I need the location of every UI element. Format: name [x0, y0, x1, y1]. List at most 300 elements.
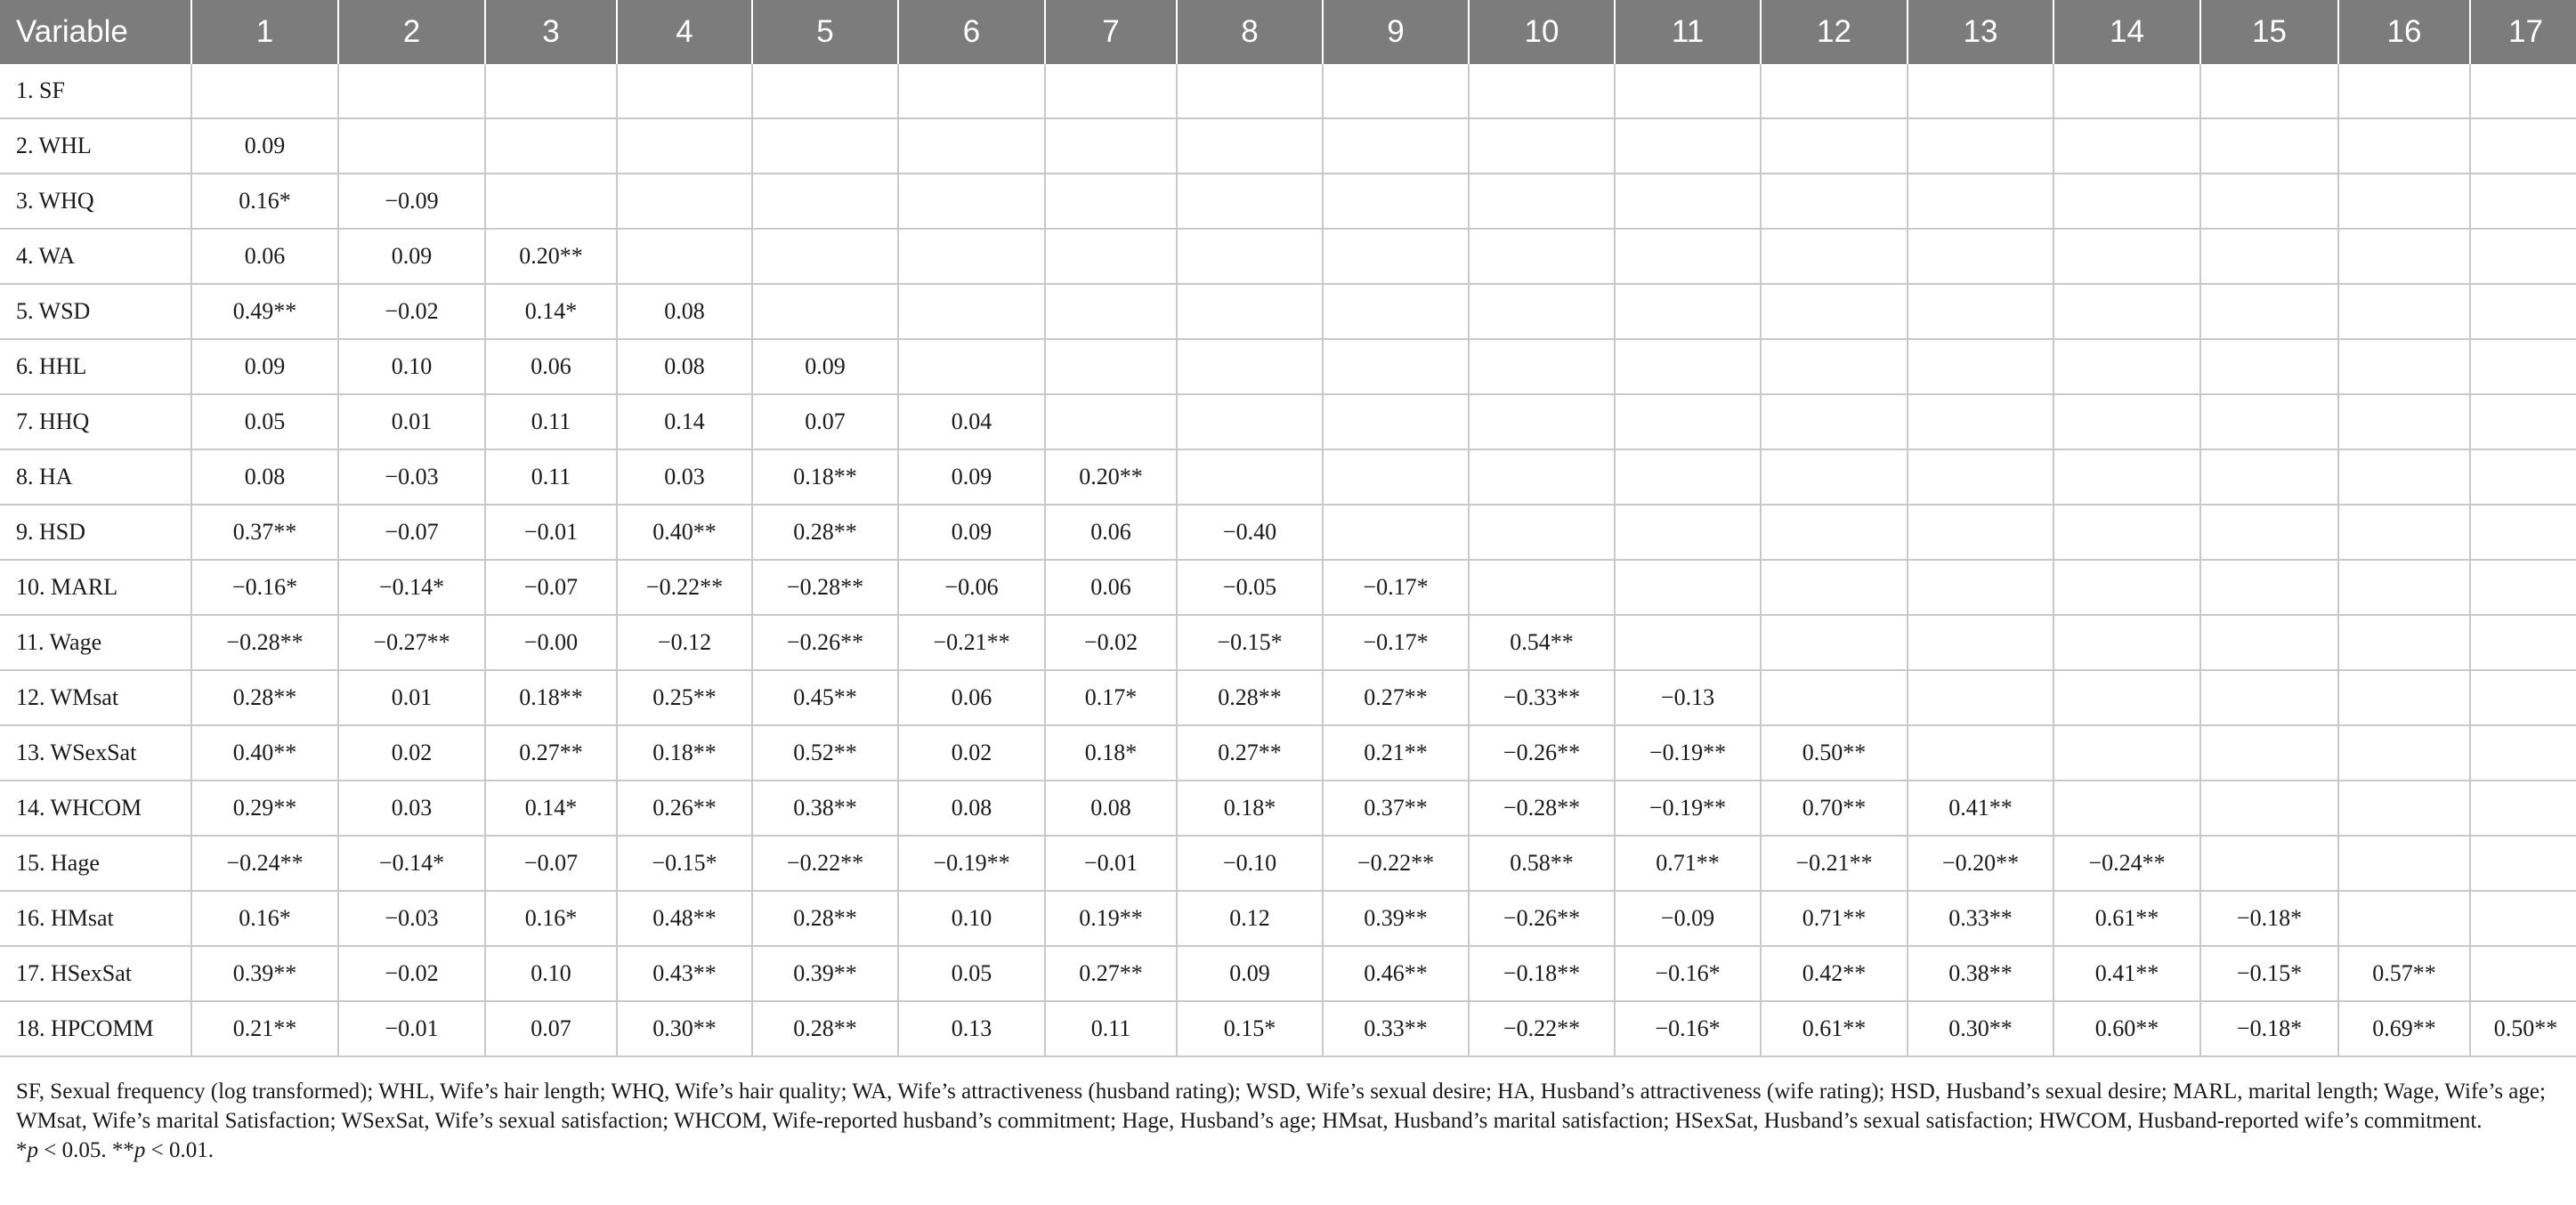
correlation-cell — [2338, 174, 2470, 229]
correlation-cell: 0.39** — [752, 946, 898, 1001]
correlation-cell — [1177, 229, 1323, 284]
correlation-cell — [2054, 118, 2200, 174]
correlation-cell — [2200, 836, 2338, 891]
header-col-10: 10 — [1469, 0, 1615, 64]
correlation-cell — [1045, 284, 1177, 339]
correlation-cell — [2054, 449, 2200, 505]
correlation-cell: 0.38** — [752, 780, 898, 836]
correlation-cell — [1323, 505, 1469, 560]
correlation-cell — [1615, 449, 1761, 505]
correlation-cell: 0.58** — [1469, 836, 1615, 891]
correlation-cell — [2200, 284, 2338, 339]
row-variable-label: 13. WSexSat — [0, 725, 191, 780]
correlation-cell — [2054, 615, 2200, 670]
correlation-cell: −0.33** — [1469, 670, 1615, 725]
table-row — [0, 670, 2576, 725]
correlation-cell: 0.12 — [1177, 891, 1323, 946]
correlation-cell — [485, 118, 617, 174]
correlation-cell — [898, 284, 1045, 339]
correlation-cell — [191, 64, 338, 118]
row-variable-label: 2. WHL — [0, 118, 191, 174]
header-col-2: 2 — [338, 0, 485, 64]
correlation-cell — [1323, 174, 1469, 229]
correlation-cell: 0.14 — [617, 394, 752, 449]
correlation-cell: 0.20** — [1045, 449, 1177, 505]
correlation-cell: 0.19** — [1045, 891, 1177, 946]
correlation-cell: 0.28** — [1177, 670, 1323, 725]
correlation-cell: 0.08 — [617, 339, 752, 394]
table-row — [0, 725, 2576, 780]
correlation-cell: 0.61** — [1761, 1001, 1908, 1056]
correlation-cell — [2054, 505, 2200, 560]
correlation-cell: −0.26** — [1469, 891, 1615, 946]
correlation-cell — [2338, 449, 2470, 505]
correlation-cell: −0.16* — [1615, 1001, 1761, 1056]
correlation-cell: 0.09 — [338, 229, 485, 284]
correlation-cell: −0.17* — [1323, 560, 1469, 615]
row-variable-label: 17. HSexSat — [0, 946, 191, 1001]
correlation-cell: 0.39** — [1323, 891, 1469, 946]
correlation-cell: 0.41** — [1908, 780, 2054, 836]
correlation-cell — [898, 64, 1045, 118]
correlation-cell — [1908, 505, 2054, 560]
correlation-cell: −0.21** — [1761, 836, 1908, 891]
correlation-cell: 0.18** — [752, 449, 898, 505]
correlation-cell: 0.28** — [752, 505, 898, 560]
header-col-8: 8 — [1177, 0, 1323, 64]
correlation-cell: −0.18** — [1469, 946, 1615, 1001]
correlation-cell: 0.18* — [1177, 780, 1323, 836]
header-col-13: 13 — [1908, 0, 2054, 64]
correlation-cell — [2200, 780, 2338, 836]
correlation-cell — [1761, 118, 1908, 174]
correlation-cell: −0.19** — [898, 836, 1045, 891]
correlation-cell — [2338, 836, 2470, 891]
table-footnote: SF, Sexual frequency (log transformed); WHL, Wife’s hair length; WHQ, Wife’s hair quality; WA, Wife’s attractiveness (husband rating); WSD, Wife’s sexual desire; HA, Husband’s attractiveness (wife rating); HSD, Husband’s sexual desire; MARL, marital length; Wage, Wife’s age; WMsat, Wife’s marital Satisfaction; WSexSat, Wife’s sexual satisfaction; WHCOM, Wife-reported husband’s commitment; Hage, Husband’s age; HMsat, Husband’s marital satisfaction; HSexSat, Husband’s sexual satisfaction; HWCOM, Husband-reported wife’s commitment. — [16, 1080, 2546, 1133]
correlation-cell — [898, 174, 1045, 229]
correlation-cell: −0.05 — [1177, 560, 1323, 615]
correlation-cell: 0.46** — [1323, 946, 1469, 1001]
sig-star-double: ** — [111, 1138, 134, 1162]
correlation-cell — [1908, 339, 2054, 394]
correlation-cell: −0.01 — [485, 505, 617, 560]
correlation-cell — [1908, 394, 2054, 449]
correlation-cell — [898, 118, 1045, 174]
correlation-cell — [1045, 394, 1177, 449]
correlation-cell — [2338, 284, 2470, 339]
correlation-cell — [2338, 615, 2470, 670]
correlation-cell: −0.07 — [485, 560, 617, 615]
correlation-cell — [2200, 615, 2338, 670]
correlation-cell — [1761, 560, 1908, 615]
correlation-cell — [1761, 64, 1908, 118]
correlation-cell: 0.27** — [485, 725, 617, 780]
correlation-cell — [1615, 284, 1761, 339]
header-col-6: 6 — [898, 0, 1045, 64]
correlation-cell — [1323, 394, 1469, 449]
sig-star-single: * — [16, 1138, 28, 1162]
correlation-cell — [1908, 118, 2054, 174]
correlation-cell: −0.07 — [485, 836, 617, 891]
correlation-cell — [2338, 891, 2470, 946]
header-col-15: 15 — [2200, 0, 2338, 64]
header-col-9: 9 — [1323, 0, 1469, 64]
correlation-cell: 0.14* — [485, 780, 617, 836]
correlation-cell — [2470, 118, 2576, 174]
correlation-cell: 0.10 — [338, 339, 485, 394]
correlation-cell — [2470, 836, 2576, 891]
correlation-cell: 0.69** — [2338, 1001, 2470, 1056]
correlation-cell — [1615, 64, 1761, 118]
correlation-cell: 0.71** — [1761, 891, 1908, 946]
correlation-cell — [1177, 64, 1323, 118]
correlation-cell — [752, 118, 898, 174]
correlation-cell — [1045, 64, 1177, 118]
correlation-cell — [617, 64, 752, 118]
correlation-cell — [2200, 394, 2338, 449]
correlation-cell — [617, 229, 752, 284]
correlation-cell — [1615, 505, 1761, 560]
correlation-cell — [2054, 560, 2200, 615]
table-row — [0, 64, 2576, 118]
table-row — [0, 284, 2576, 339]
correlation-cell: −0.19** — [1615, 725, 1761, 780]
correlation-cell — [1045, 339, 1177, 394]
correlation-cell: −0.02 — [1045, 615, 1177, 670]
correlation-cell: 0.02 — [898, 725, 1045, 780]
correlation-cell — [1323, 64, 1469, 118]
correlation-cell: −0.22** — [617, 560, 752, 615]
row-variable-label: 3. WHQ — [0, 174, 191, 229]
correlation-cell: 0.09 — [1177, 946, 1323, 1001]
correlation-cell — [2470, 394, 2576, 449]
header-col-12: 12 — [1761, 0, 1908, 64]
row-variable-label: 7. HHQ — [0, 394, 191, 449]
correlation-cell: −0.00 — [485, 615, 617, 670]
sig-p-symbol: p — [134, 1138, 146, 1162]
correlation-cell: −0.18* — [2200, 1001, 2338, 1056]
correlation-cell — [898, 339, 1045, 394]
correlation-cell — [2470, 615, 2576, 670]
correlation-cell — [2200, 229, 2338, 284]
correlation-cell — [1469, 284, 1615, 339]
correlation-cell: 0.28** — [752, 891, 898, 946]
correlation-cell: −0.22** — [752, 836, 898, 891]
correlation-cell: 0.39** — [191, 946, 338, 1001]
row-variable-label: 10. MARL — [0, 560, 191, 615]
correlation-cell: 0.08 — [898, 780, 1045, 836]
correlation-cell: 0.13 — [898, 1001, 1045, 1056]
correlation-cell: −0.16* — [1615, 946, 1761, 1001]
correlation-cell — [2470, 449, 2576, 505]
correlation-cell — [1469, 174, 1615, 229]
correlation-cell — [2338, 394, 2470, 449]
correlation-cell — [1615, 615, 1761, 670]
significance-note — [0, 1136, 2576, 1165]
correlation-cell — [1323, 339, 1469, 394]
correlation-cell: 0.08 — [617, 284, 752, 339]
correlation-cell: 0.17* — [1045, 670, 1177, 725]
correlation-cell: −0.14* — [338, 560, 485, 615]
correlation-cell — [2470, 891, 2576, 946]
header-col-5: 5 — [752, 0, 898, 64]
correlation-cell: 0.06 — [485, 339, 617, 394]
correlation-cell — [2054, 284, 2200, 339]
correlation-cell — [752, 284, 898, 339]
correlation-cell: −0.03 — [338, 891, 485, 946]
correlation-cell: 0.09 — [898, 449, 1045, 505]
correlation-cell: −0.22** — [1469, 1001, 1615, 1056]
correlation-cell: 0.40** — [191, 725, 338, 780]
correlation-cell: −0.22** — [1323, 836, 1469, 891]
correlation-cell — [1761, 505, 1908, 560]
correlation-cell — [2470, 505, 2576, 560]
correlation-cell — [1469, 229, 1615, 284]
correlation-cell — [2200, 64, 2338, 118]
correlation-cell: 0.16* — [191, 891, 338, 946]
correlation-cell: 0.14* — [485, 284, 617, 339]
table-row — [0, 1001, 2576, 1056]
correlation-cell: −0.10 — [1177, 836, 1323, 891]
correlation-cell — [1761, 284, 1908, 339]
correlation-cell — [1615, 229, 1761, 284]
correlation-cell — [2470, 780, 2576, 836]
correlation-cell: 0.18* — [1045, 725, 1177, 780]
correlation-cell — [1045, 229, 1177, 284]
correlation-cell — [1615, 560, 1761, 615]
table-row — [0, 118, 2576, 174]
correlation-cell: 0.09 — [191, 118, 338, 174]
correlation-cell — [2338, 560, 2470, 615]
row-variable-label: 12. WMsat — [0, 670, 191, 725]
correlation-cell — [2338, 780, 2470, 836]
correlation-cell — [2338, 670, 2470, 725]
correlation-cell — [1761, 394, 1908, 449]
correlation-cell — [2338, 64, 2470, 118]
correlation-cell — [2338, 725, 2470, 780]
correlation-cell: 0.33** — [1323, 1001, 1469, 1056]
correlation-cell: 0.11 — [485, 449, 617, 505]
correlation-cell — [1177, 284, 1323, 339]
correlation-cell — [2200, 670, 2338, 725]
correlation-cell — [2470, 284, 2576, 339]
header-col-3: 3 — [485, 0, 617, 64]
correlation-cell: −0.15* — [617, 836, 752, 891]
correlation-cell: 0.29** — [191, 780, 338, 836]
correlation-cell — [1045, 174, 1177, 229]
correlation-cell: 0.26** — [617, 780, 752, 836]
correlation-cell: 0.16* — [485, 891, 617, 946]
table-row — [0, 560, 2576, 615]
correlation-cell: 0.15* — [1177, 1001, 1323, 1056]
correlation-cell: 0.06 — [1045, 505, 1177, 560]
correlation-cell: 0.18** — [617, 725, 752, 780]
correlation-cell — [1908, 64, 2054, 118]
correlation-cell: 0.38** — [1908, 946, 2054, 1001]
correlation-cell: 0.54** — [1469, 615, 1615, 670]
correlation-cell: 0.27** — [1323, 670, 1469, 725]
correlation-cell: −0.09 — [338, 174, 485, 229]
correlation-cell — [2200, 725, 2338, 780]
header-col-16: 16 — [2338, 0, 2470, 64]
correlation-cell — [2054, 174, 2200, 229]
correlation-cell — [2200, 118, 2338, 174]
correlation-cell: −0.01 — [1045, 836, 1177, 891]
correlation-cell: 0.57** — [2338, 946, 2470, 1001]
correlation-cell: 0.20** — [485, 229, 617, 284]
correlation-cell — [1908, 725, 2054, 780]
correlation-cell — [2470, 174, 2576, 229]
correlation-cell — [1469, 449, 1615, 505]
correlation-cell: 0.09 — [898, 505, 1045, 560]
correlation-cell: −0.27** — [338, 615, 485, 670]
correlation-cell: 0.50** — [2470, 1001, 2576, 1056]
correlation-cell: 0.43** — [617, 946, 752, 1001]
correlation-cell — [2470, 946, 2576, 1001]
correlation-cell: 0.05 — [898, 946, 1045, 1001]
correlation-cell: −0.13 — [1615, 670, 1761, 725]
table-row — [0, 174, 2576, 229]
correlation-cell — [1469, 339, 1615, 394]
table-row — [0, 229, 2576, 284]
correlation-cell: −0.03 — [338, 449, 485, 505]
correlation-cell: 0.08 — [1045, 780, 1177, 836]
row-variable-label: 5. WSD — [0, 284, 191, 339]
correlation-cell: 0.27** — [1045, 946, 1177, 1001]
correlation-cell — [2470, 339, 2576, 394]
sig-threshold-001: < 0.01. — [145, 1138, 214, 1162]
correlation-cell — [617, 118, 752, 174]
correlation-cell: 0.16* — [191, 174, 338, 229]
header-col-17: 17 — [2470, 0, 2576, 64]
correlation-cell: 0.10 — [485, 946, 617, 1001]
correlation-cell — [2200, 174, 2338, 229]
correlation-cell: 0.11 — [485, 394, 617, 449]
correlation-cell: 0.28** — [191, 670, 338, 725]
header-variable: Variable — [0, 0, 191, 64]
correlation-cell — [2054, 229, 2200, 284]
correlation-cell: 0.40** — [617, 505, 752, 560]
correlation-cell: −0.28** — [752, 560, 898, 615]
table-row — [0, 836, 2576, 891]
correlation-cell: 0.06 — [898, 670, 1045, 725]
correlation-cell: 0.05 — [191, 394, 338, 449]
table-row — [0, 505, 2576, 560]
correlation-cell — [1908, 229, 2054, 284]
table-row — [0, 449, 2576, 505]
correlation-cell — [1761, 615, 1908, 670]
correlation-cell: 0.10 — [898, 891, 1045, 946]
correlation-cell: 0.09 — [191, 339, 338, 394]
correlation-cell: 0.01 — [338, 394, 485, 449]
correlation-cell — [1323, 118, 1469, 174]
correlation-cell — [1323, 284, 1469, 339]
correlation-cell — [2470, 64, 2576, 118]
correlation-cell: −0.06 — [898, 560, 1045, 615]
correlation-cell — [2200, 505, 2338, 560]
correlation-cell — [2054, 670, 2200, 725]
correlation-cell: 0.30** — [617, 1001, 752, 1056]
row-variable-label: 18. HPCOMM — [0, 1001, 191, 1056]
correlation-cell: −0.20** — [1908, 836, 2054, 891]
correlation-cell — [1469, 560, 1615, 615]
correlation-cell — [1908, 615, 2054, 670]
correlation-cell — [1177, 339, 1323, 394]
table-header-row — [0, 0, 2576, 64]
correlation-cell: 0.42** — [1761, 946, 1908, 1001]
correlation-cell — [2054, 725, 2200, 780]
correlation-cell: 0.01 — [338, 670, 485, 725]
correlation-cell — [1761, 229, 1908, 284]
correlation-cell — [1177, 394, 1323, 449]
correlation-cell: 0.03 — [338, 780, 485, 836]
correlation-cell — [1615, 394, 1761, 449]
correlation-cell — [1177, 449, 1323, 505]
correlation-cell: −0.24** — [191, 836, 338, 891]
correlation-cell — [2338, 229, 2470, 284]
correlation-cell: 0.18** — [485, 670, 617, 725]
correlation-cell: 0.28** — [752, 1001, 898, 1056]
correlation-cell: 0.25** — [617, 670, 752, 725]
table-row — [0, 946, 2576, 1001]
correlation-cell — [752, 174, 898, 229]
row-variable-label: 1. SF — [0, 64, 191, 118]
correlation-cell: 0.06 — [1045, 560, 1177, 615]
correlation-cell: −0.17* — [1323, 615, 1469, 670]
table-row — [0, 891, 2576, 946]
correlation-cell — [2470, 670, 2576, 725]
correlation-cell — [2054, 339, 2200, 394]
correlation-cell: −0.21** — [898, 615, 1045, 670]
correlation-cell: −0.28** — [191, 615, 338, 670]
correlation-cell — [338, 118, 485, 174]
correlation-cell — [2338, 339, 2470, 394]
correlation-cell: −0.12 — [617, 615, 752, 670]
header-col-4: 4 — [617, 0, 752, 64]
correlation-cell: −0.15* — [2200, 946, 2338, 1001]
correlation-cell: 0.70** — [1761, 780, 1908, 836]
correlation-cell: 0.60** — [2054, 1001, 2200, 1056]
correlation-cell — [2470, 560, 2576, 615]
correlation-cell: −0.07 — [338, 505, 485, 560]
correlation-cell — [2200, 339, 2338, 394]
header-col-14: 14 — [2054, 0, 2200, 64]
correlation-cell — [1045, 118, 1177, 174]
correlation-cell — [485, 174, 617, 229]
correlation-cell — [1908, 449, 2054, 505]
table-body — [0, 64, 2576, 1056]
correlation-cell — [1761, 670, 1908, 725]
table-row — [0, 339, 2576, 394]
correlation-cell: 0.06 — [191, 229, 338, 284]
correlation-cell — [1908, 670, 2054, 725]
correlation-cell — [1615, 174, 1761, 229]
correlation-cell: −0.26** — [752, 615, 898, 670]
correlation-cell: −0.18* — [2200, 891, 2338, 946]
correlation-cell: 0.71** — [1615, 836, 1761, 891]
correlation-cell — [485, 64, 617, 118]
correlation-cell — [2054, 64, 2200, 118]
header-col-11: 11 — [1615, 0, 1761, 64]
row-variable-label: 8. HA — [0, 449, 191, 505]
correlation-cell: 0.21** — [191, 1001, 338, 1056]
correlation-cell: 0.08 — [191, 449, 338, 505]
table-row — [0, 615, 2576, 670]
correlation-cell: 0.49** — [191, 284, 338, 339]
row-variable-label: 11. Wage — [0, 615, 191, 670]
correlation-cell — [1761, 174, 1908, 229]
row-variable-label: 15. Hage — [0, 836, 191, 891]
